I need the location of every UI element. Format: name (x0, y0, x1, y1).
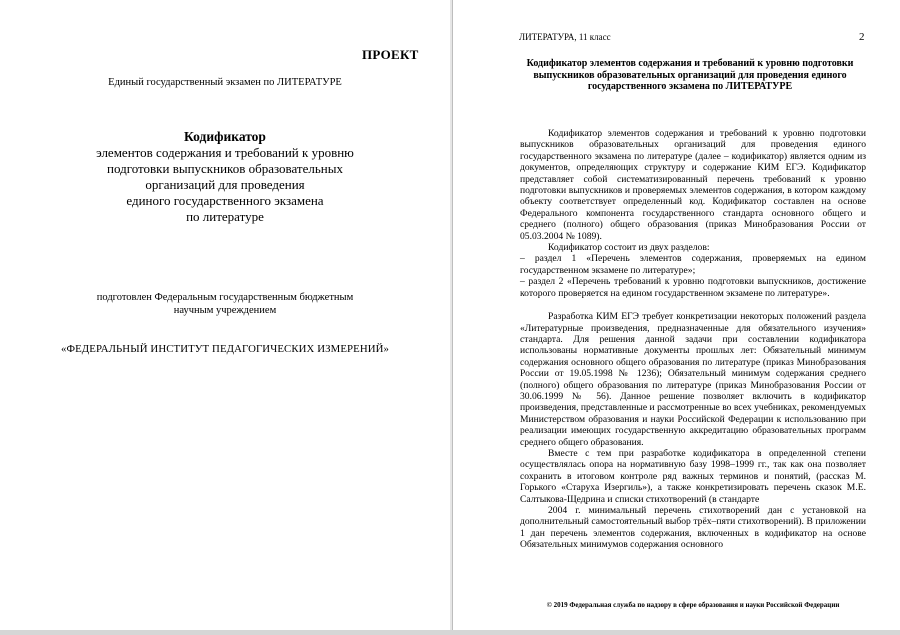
paragraph: Разработка КИМ ЕГЭ требует конкретизации некоторых положений раздела «Литературные произведения, предназначенные для обязательного изучения» стандарта. Для решения данной задачи при составлении кодификатора использованы нормативные документы прошлых лет: Обязательный минимум содержания основного общего образования по литературе (приказ Минобразования России от 19.05.1998 № 1236); Обязательный минимум содержания среднего (полного) общего образования по литературе (приказ Минобразования России от 30.06.1999 № 56). Данное решение позволяет включить в кодификатор произведения, представленные и рассмотренные во всех учебниках, рекомендуемых Министерством образования и науки Российской Федерации к использованию при реализации имеющих государственную аккредитацию образовательных программ среднего общего образования. (520, 311, 866, 448)
title-block (0, 129, 450, 225)
list-item: – раздел 2 «Перечень требований к уровню подготовки выпускников, достижение которого проверяется на едином государственном экзамене по литературе». (520, 276, 866, 299)
prepared-line: подготовлен Федеральным государственным бюджетным (96, 292, 354, 303)
subtitle-line: единого государственного экзамена (126, 193, 324, 208)
institute-name: «ФЕДЕРАЛЬНЫЙ ИНСТИТУТ ПЕДАГОГИЧЕСКИХ ИЗМЕРЕНИЙ» (60, 343, 390, 355)
bottom-edge (0, 630, 900, 635)
paragraph: 2004 г. минимальный перечень стихотворений дан с установкой на дополнительный самостоятельный выбор трёх–пяти стихотворений). В приложении 1 дан перечень элементов содержания, включенных в кодификатор на основе Обязательных минимумов содержания основного (520, 505, 866, 551)
paragraph: Вместе с тем при разработке кодификатора в определенной степени осуществлялась опора на нормативную базу 1998–1999 гг., так как она позволяет сохранить в итоговом контроле ряд важных терминов и понятий, (рассказ М. Горького «Старуха Изергиль»), а также конкретизировать перечень сказок М.Е. Салтыкова-Щедрина и списки стихотворений (в стандарте (520, 447, 866, 505)
subtitle-line: организаций для проведения (145, 177, 305, 192)
list-item: – раздел 1 «Перечень элементов содержания, проверяемых на едином государственном экзамене по литературе»; (520, 253, 866, 276)
section-title: Кодификатор элементов содержания и требований к уровню подготовки выпускников образовательных организаций для проведения единого государственного экзамена по ЛИТЕРАТУРЕ (526, 58, 854, 92)
document-title: Кодификатор (184, 129, 266, 144)
running-header: ЛИТЕРАТУРА, 11 класс (519, 32, 611, 42)
subtitle-line: по литературе (186, 209, 264, 224)
prepared-line: научным учреждением (173, 305, 277, 316)
subtitle-line: элементов содержания и требований к уровню (96, 145, 354, 160)
paragraph: Кодификатор элементов содержания и требований к уровню подготовки выпускников образовательных организаций для проведения единого государственного экзамена по литературе (далее – кодификатор) является одним из документов, определяющих структуру и содержание КИМ ЕГЭ. Кодификатор представляет собой систематизированный перечень требований к уровню подготовки выпускников и проверяемых элементов содержания, в котором каждому объекту соответствует определенный код. Кодификатор составлен на основе Федерального компонента государственного стандарта основного общего и среднего (полного) общего образования (приказ Минобразования России от 05.03.2004 № 1089). (520, 128, 866, 242)
body-text (520, 128, 866, 551)
page-number: 2 (859, 31, 865, 43)
prepared-by (0, 291, 450, 317)
paragraph: Кодификатор состоит из двух разделов: (548, 242, 710, 254)
subtitle-line: подготовки выпускников образовательных (107, 161, 343, 176)
project-stamp: ПРОЕКТ (362, 47, 419, 62)
copyright-footer: © 2019 Федеральная служба по надзору в сфере образования и науки Российской Федерации (546, 601, 840, 609)
exam-line: Единый государственный экзамен по ЛИТЕРАТУРЕ (108, 77, 342, 88)
